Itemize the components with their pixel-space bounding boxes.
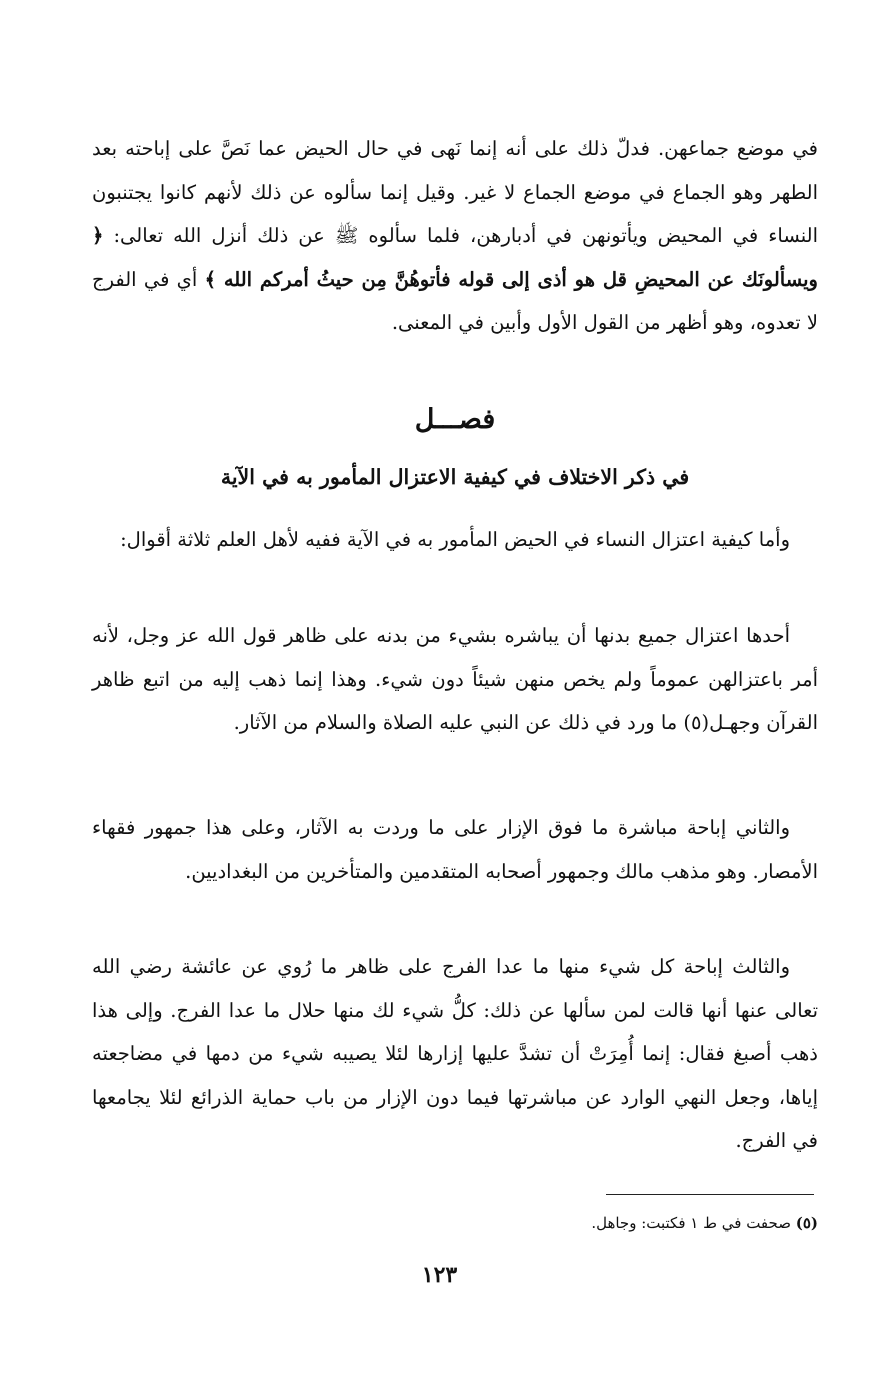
section-subtitle: في ذكر الاختلاف في كيفية الاعتزال المأمور به في الآية [220,465,690,489]
intro-text-a: في موضع جماعهن. فدلّ ذلك على أنه إنما نَهى في حال الحيض عما نَصَّ على إباحته بعد الطهر وهو الجماع في موضع الجماع لا غير. وقيل إنما سألوه عن ذلك لأنهم كانوا يجتنبون النساء في المحيض ويأتونهن في أدبارهن، فلما سألوه ﷺ عن ذلك أنزل الله تعالى: [92,137,818,247]
paragraph-text: والثاني إباحة مباشرة ما فوق الإزار على ما وردت به الآثار، وعلى هذا جمهور فقهاء الأمصار. وهو مذهب مالك وجمهور أصحابه المتقدمين والمتأخرين من البغداديين. [92,816,818,883]
section-title: فصـــل [414,404,496,435]
paragraph-first-saying [92,614,818,745]
paragraph-text: وأما كيفية اعتزال النساء في الحيض المأمور به في الآية ففيه لأهل العلم ثلاثة أقوال: [120,528,790,551]
paragraph-text: والثالث إباحة كل شيء منها ما عدا الفرج على ظاهر ما رُوي عن عائشة رضي الله تعالى عنها أنها قالت لمن سألها عن ذلك: كلُّ شيء لك منها حلال ما عدا الفرج. وإلى هذا ذهب أصبغ فقال: إنما أُمِرَتْ أن تشدَّ عليها إزارها لئلا يصيبه شيء من دمها في مضاجعته إياها، وجعل النهي الوارد عن مباشرتها فيما دون الإزار من باب حماية الذرائع لئلا يجامعها في الفرج. [92,955,818,1152]
footnote-marker: (٥) [795,1214,818,1232]
paragraph-text: أحدها اعتزال جميع بدنها أن يباشره بشيء من بدنه على ظاهر قول الله عز وجل، لأنه أمر باعتزالهن عموماً ولم يخص منهن شيئاً دون شيء. وهذا إنما ذهب إليه من اتبع ظاهر القرآن وجهـل(٥) ما ورد في ذلك عن النبي عليه الصلاة والسلام من الآثار. [92,624,818,734]
paragraph-second-saying [92,806,818,893]
footnote [92,1210,818,1236]
paragraph-third-saying [92,945,818,1163]
intro-block [92,127,818,345]
page-number: ١٢٣ [421,1262,458,1288]
footnote-divider [606,1194,814,1195]
footnote-text: صحفت في ط ١ فكتبت: وجاهل. [591,1214,791,1232]
paragraph-intro-sayings [92,518,818,562]
intro-paragraph [92,127,818,345]
quran-quote: ﴿ ويسألونَك عن المحيضِ قل هو أذى إلى قوله فأتوهُنَّ مِن حيثُ أمركم الله ﴾ [92,224,818,291]
intro-text-b: أي في الفرج لا تعدوه، وهو أظهر من القول الأول وأبين في المعنى. [92,267,818,334]
